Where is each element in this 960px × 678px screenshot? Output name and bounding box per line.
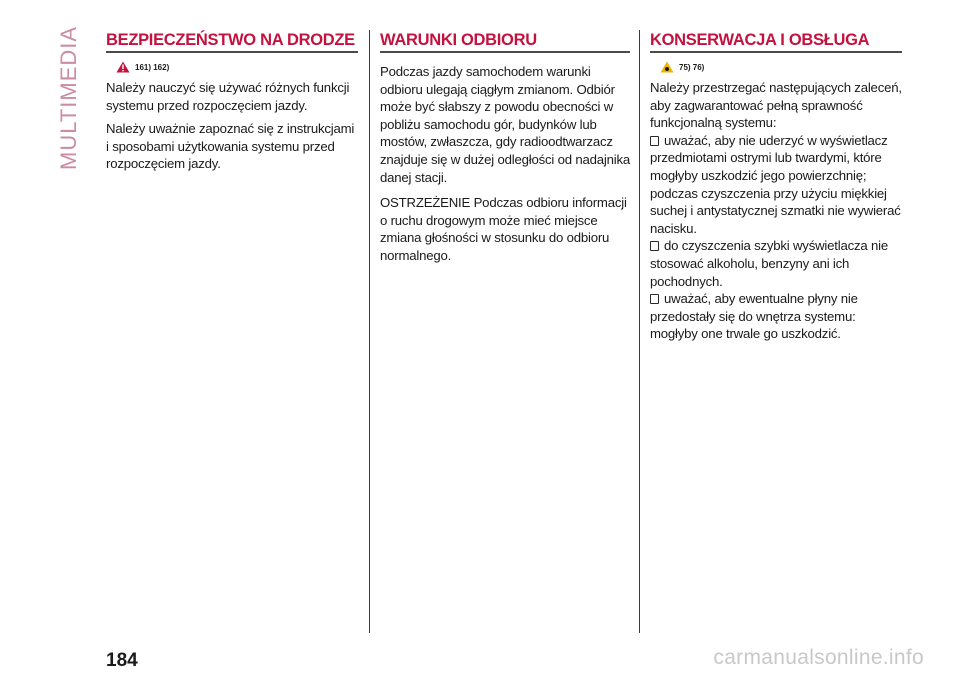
- safety-heading: BEZPIECZEŃSTWO NA DRODZE: [106, 30, 358, 53]
- checkbox-bullet-icon: [650, 294, 659, 304]
- column-safety: [106, 30, 358, 179]
- safety-refs-text: 161) 162): [135, 62, 170, 72]
- care-intro: Należy przestrzegać następujących zaleceń, aby zagwarantować pełną sprawność funkcjonalną systemu:: [650, 80, 902, 131]
- column-divider-2: [639, 30, 640, 633]
- checkbox-bullet-icon: [650, 136, 659, 146]
- section-side-label-text: MULTIMEDIA: [56, 25, 81, 170]
- safety-paragraph-1: Należy nauczyć się używać różnych funkcji systemu przed rozpoczęciem jazdy.: [106, 80, 350, 113]
- reception-heading: WARUNKI ODBIORU: [380, 30, 630, 53]
- caution-triangle-icon: [660, 61, 674, 73]
- column-care: [650, 30, 902, 343]
- care-warning-refs: [660, 61, 902, 73]
- care-bullet-1: [650, 132, 902, 238]
- watermark: carmanualsonline.info: [713, 646, 924, 669]
- care-bullet-3: [650, 290, 902, 343]
- column-divider-1: [369, 30, 370, 633]
- care-bullet-1-text: uważać, aby nie uderzyć w wyświetlacz przedmiotami ostrymi lub twardymi, które mogłyby uszkodzić jego powierzchnię; podczas czyszczenia przy użyciu miękkiej suchej i antystatycznej szmatki nie wywierać nacisku.: [650, 132, 901, 236]
- care-heading: KONSERWACJA I OBSŁUGA: [650, 30, 902, 53]
- warning-triangle-icon: [116, 61, 130, 73]
- checkbox-bullet-icon: [650, 241, 659, 251]
- care-refs-text: 75) 76): [679, 62, 705, 72]
- reception-paragraph-2: OSTRZEŻENIE Podczas odbioru informacji o ruchu drogowym może mieć miejsce zmiana głośności w stosunku do odbioru normalnego.: [380, 195, 627, 263]
- safety-paragraph-2: Należy uważnie zapoznać się z instrukcjami i sposobami użytkowania systemu przed rozpoczęciem jazdy.: [106, 121, 355, 172]
- column-reception: [380, 30, 630, 271]
- safety-warning-refs: [116, 61, 358, 73]
- care-bullet-2-text: do czyszczenia szybki wyświetlacza nie stosować alkoholu, benzyny ani ich pochodnych.: [650, 238, 888, 289]
- page-number: 184: [106, 650, 138, 671]
- care-bullet-2: [650, 237, 902, 290]
- section-side-label: [56, 25, 86, 170]
- care-bullet-3-text: uważać, aby ewentualne płyny nie przedostały się do wnętrza systemu: mogłyby one trwale go uszkodzić.: [650, 291, 858, 342]
- reception-paragraph-1: Podczas jazdy samochodem warunki odbioru ulegają ciągłym zmianom. Odbiór może być słabszy z powodu obecności w pobliżu samochodu gór, budynków lub mostów, zwłaszcza, gdy radioodtwarzacz znajduje się w dużej odległości od nadajnika danej stacji.: [380, 64, 630, 185]
